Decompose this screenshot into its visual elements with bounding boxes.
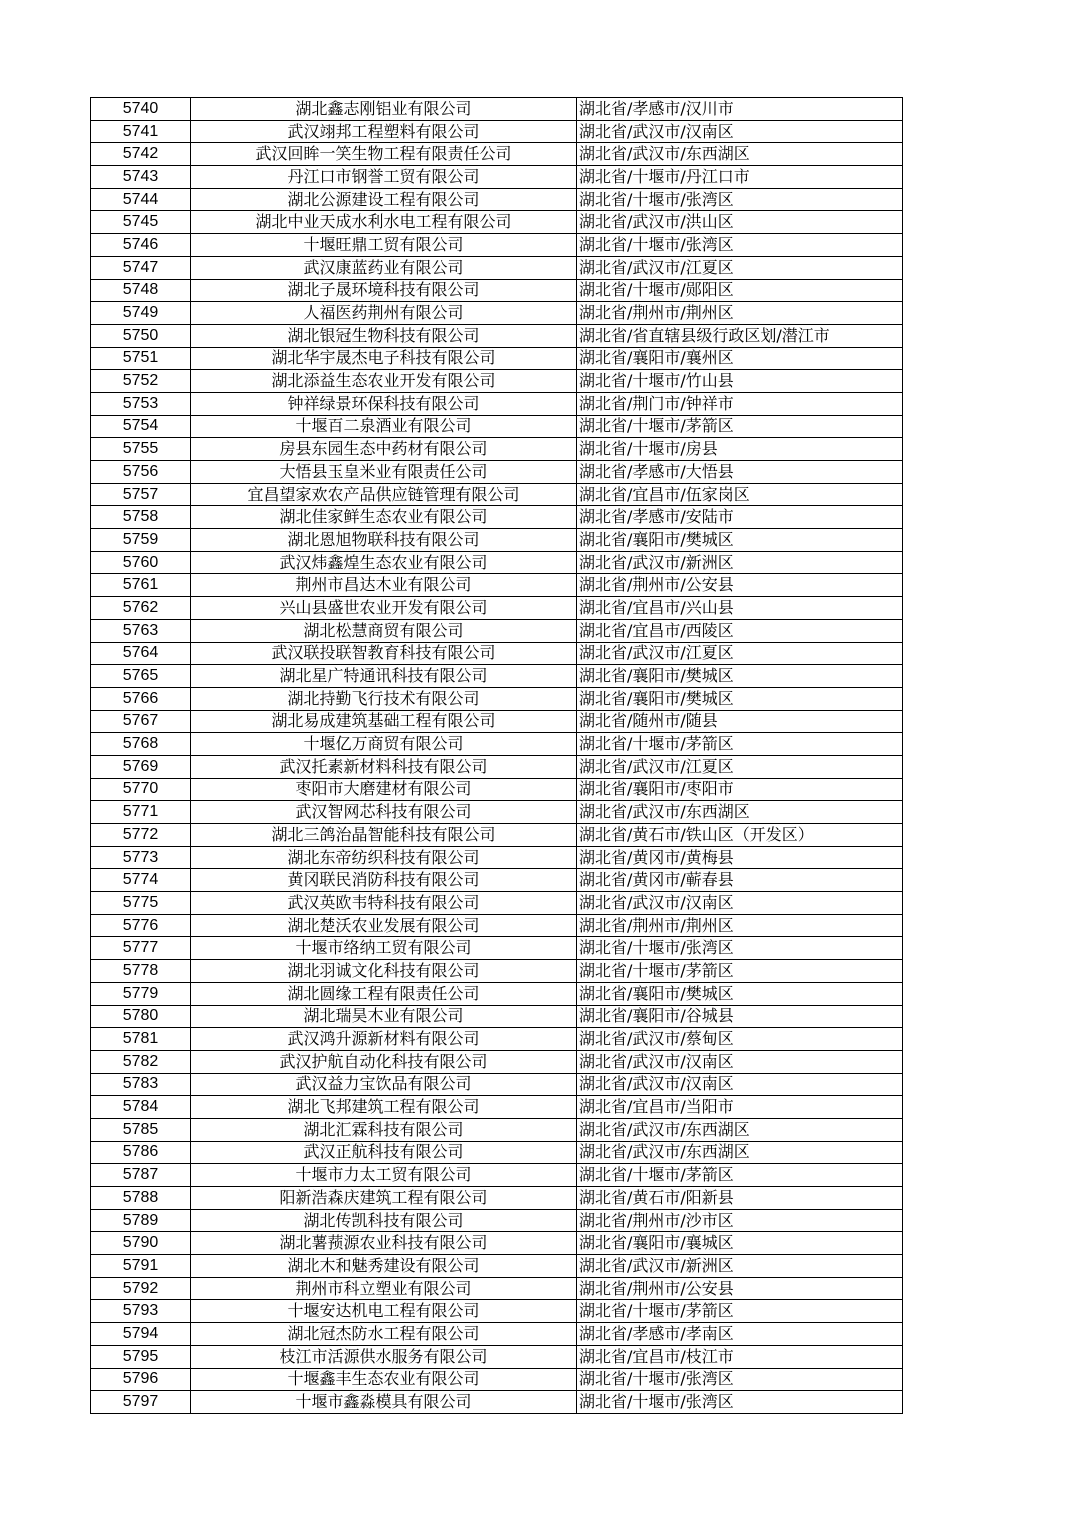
row-number: 5750 [91, 324, 191, 347]
table-row [91, 824, 903, 847]
row-number: 5787 [91, 1164, 191, 1187]
row-number: 5772 [91, 824, 191, 847]
region-path: 湖北省/武汉市/汉南区 [577, 1073, 903, 1096]
company-name: 湖北华宇晟杰电子科技有限公司 [191, 347, 577, 370]
region-path: 湖北省/武汉市/东西湖区 [577, 143, 903, 166]
row-number: 5742 [91, 143, 191, 166]
company-name: 枝江市活源供水服务有限公司 [191, 1345, 577, 1368]
region-path: 湖北省/黄石市/铁山区（开发区） [577, 824, 903, 847]
table-row [91, 370, 903, 393]
table-row [91, 551, 903, 574]
company-name: 人福医药荆州有限公司 [191, 302, 577, 325]
row-number: 5762 [91, 597, 191, 620]
table-row [91, 166, 903, 189]
table-row [91, 1345, 903, 1368]
company-name: 十堰市络纳工贸有限公司 [191, 937, 577, 960]
company-name: 湖北飞邦建筑工程有限公司 [191, 1096, 577, 1119]
table-row [91, 506, 903, 529]
table-row [91, 1005, 903, 1028]
table-row [91, 1391, 903, 1414]
row-number: 5794 [91, 1323, 191, 1346]
row-number: 5790 [91, 1232, 191, 1255]
region-path: 湖北省/孝感市/安陆市 [577, 506, 903, 529]
company-name: 湖北松慧商贸有限公司 [191, 619, 577, 642]
region-path: 湖北省/武汉市/洪山区 [577, 211, 903, 234]
row-number: 5789 [91, 1209, 191, 1232]
table-row [91, 642, 903, 665]
row-number: 5749 [91, 302, 191, 325]
row-number: 5782 [91, 1050, 191, 1073]
row-number: 5796 [91, 1368, 191, 1391]
region-path: 湖北省/宜昌市/西陵区 [577, 619, 903, 642]
company-list-table [90, 97, 903, 1414]
row-number: 5760 [91, 551, 191, 574]
region-path: 湖北省/襄阳市/樊城区 [577, 982, 903, 1005]
region-path: 湖北省/黄冈市/蕲春县 [577, 869, 903, 892]
table-row [91, 960, 903, 983]
region-path: 湖北省/宜昌市/当阳市 [577, 1096, 903, 1119]
region-path: 湖北省/省直辖县级行政区划/潜江市 [577, 324, 903, 347]
table-row [91, 1141, 903, 1164]
row-number: 5741 [91, 120, 191, 143]
table-row [91, 937, 903, 960]
row-number: 5769 [91, 755, 191, 778]
table-row [91, 710, 903, 733]
region-path: 湖北省/武汉市/江夏区 [577, 642, 903, 665]
table-row [91, 1187, 903, 1210]
table-row [91, 234, 903, 257]
table-row [91, 1073, 903, 1096]
region-path: 湖北省/襄阳市/襄州区 [577, 347, 903, 370]
company-name: 湖北鑫志刚铝业有限公司 [191, 98, 577, 121]
company-name: 房县东园生态中药材有限公司 [191, 438, 577, 461]
table-row [91, 324, 903, 347]
table-row [91, 256, 903, 279]
region-path: 湖北省/宜昌市/兴山县 [577, 597, 903, 620]
region-path: 湖北省/十堰市/竹山县 [577, 370, 903, 393]
table-row [91, 801, 903, 824]
company-name: 湖北中业天成水利水电工程有限公司 [191, 211, 577, 234]
row-number: 5761 [91, 574, 191, 597]
company-name: 湖北圆缘工程有限责任公司 [191, 982, 577, 1005]
table-row [91, 597, 903, 620]
row-number: 5756 [91, 461, 191, 484]
table-row [91, 143, 903, 166]
table-row [91, 1232, 903, 1255]
company-name: 武汉联投联智教育科技有限公司 [191, 642, 577, 665]
region-path: 湖北省/荆州市/荆州区 [577, 914, 903, 937]
row-number: 5775 [91, 892, 191, 915]
company-name: 十堰市力太工贸有限公司 [191, 1164, 577, 1187]
table-row [91, 914, 903, 937]
row-number: 5795 [91, 1345, 191, 1368]
company-name: 湖北恩旭物联科技有限公司 [191, 529, 577, 552]
region-path: 湖北省/武汉市/汉南区 [577, 1050, 903, 1073]
row-number: 5747 [91, 256, 191, 279]
row-number: 5753 [91, 392, 191, 415]
row-number: 5779 [91, 982, 191, 1005]
table-row [91, 483, 903, 506]
region-path: 湖北省/荆州市/公安县 [577, 574, 903, 597]
company-name: 武汉翊邦工程塑料有限公司 [191, 120, 577, 143]
table-row [91, 733, 903, 756]
row-number: 5774 [91, 869, 191, 892]
region-path: 湖北省/十堰市/丹江口市 [577, 166, 903, 189]
region-path: 湖北省/武汉市/蔡甸区 [577, 1028, 903, 1051]
region-path: 湖北省/武汉市/东西湖区 [577, 801, 903, 824]
table-row [91, 1209, 903, 1232]
row-number: 5759 [91, 529, 191, 552]
company-name: 湖北易成建筑基础工程有限公司 [191, 710, 577, 733]
region-path: 湖北省/武汉市/江夏区 [577, 755, 903, 778]
company-name: 武汉鸿升源新材料有限公司 [191, 1028, 577, 1051]
company-name: 武汉护航自动化科技有限公司 [191, 1050, 577, 1073]
row-number: 5754 [91, 415, 191, 438]
company-name: 宜昌望家欢农产品供应链管理有限公司 [191, 483, 577, 506]
region-path: 湖北省/黄石市/阳新县 [577, 1187, 903, 1210]
row-number: 5785 [91, 1118, 191, 1141]
row-number: 5768 [91, 733, 191, 756]
table-row [91, 529, 903, 552]
row-number: 5743 [91, 166, 191, 189]
region-path: 湖北省/武汉市/东西湖区 [577, 1141, 903, 1164]
region-path: 湖北省/十堰市/张湾区 [577, 937, 903, 960]
region-path: 湖北省/荆门市/钟祥市 [577, 392, 903, 415]
company-name: 十堰亿万商贸有限公司 [191, 733, 577, 756]
region-path: 湖北省/襄阳市/襄城区 [577, 1232, 903, 1255]
table-row [91, 98, 903, 121]
company-name: 兴山县盛世农业开发有限公司 [191, 597, 577, 620]
row-number: 5786 [91, 1141, 191, 1164]
table-row [91, 574, 903, 597]
row-number: 5793 [91, 1300, 191, 1323]
region-path: 湖北省/宜昌市/伍家岗区 [577, 483, 903, 506]
company-name: 湖北佳家鲜生态农业有限公司 [191, 506, 577, 529]
region-path: 湖北省/随州市/随县 [577, 710, 903, 733]
region-path: 湖北省/宜昌市/枝江市 [577, 1345, 903, 1368]
company-name: 武汉炜鑫煌生态农业有限公司 [191, 551, 577, 574]
company-name: 武汉康蓝药业有限公司 [191, 256, 577, 279]
company-name: 湖北星广特通讯科技有限公司 [191, 665, 577, 688]
row-number: 5764 [91, 642, 191, 665]
row-number: 5791 [91, 1255, 191, 1278]
company-name: 湖北公源建设工程有限公司 [191, 188, 577, 211]
company-name: 武汉正航科技有限公司 [191, 1141, 577, 1164]
company-name: 枣阳市大磨建材有限公司 [191, 778, 577, 801]
row-number: 5784 [91, 1096, 191, 1119]
row-number: 5771 [91, 801, 191, 824]
region-path: 湖北省/武汉市/东西湖区 [577, 1118, 903, 1141]
region-path: 湖北省/十堰市/房县 [577, 438, 903, 461]
company-name: 湖北瑞昊木业有限公司 [191, 1005, 577, 1028]
region-path: 湖北省/武汉市/新洲区 [577, 551, 903, 574]
company-name: 湖北楚沃农业发展有限公司 [191, 914, 577, 937]
table-row [91, 461, 903, 484]
table-row [91, 1118, 903, 1141]
company-name: 武汉智网芯科技有限公司 [191, 801, 577, 824]
region-path: 湖北省/十堰市/郧阳区 [577, 279, 903, 302]
company-name: 湖北添益生态农业开发有限公司 [191, 370, 577, 393]
row-number: 5783 [91, 1073, 191, 1096]
row-number: 5748 [91, 279, 191, 302]
row-number: 5780 [91, 1005, 191, 1028]
region-path: 湖北省/襄阳市/谷城县 [577, 1005, 903, 1028]
table-row [91, 279, 903, 302]
row-number: 5797 [91, 1391, 191, 1414]
company-name: 十堰市鑫淼模具有限公司 [191, 1391, 577, 1414]
company-name: 湖北银冠生物科技有限公司 [191, 324, 577, 347]
table-row [91, 1164, 903, 1187]
row-number: 5740 [91, 98, 191, 121]
row-number: 5778 [91, 960, 191, 983]
table-row [91, 982, 903, 1005]
table-row [91, 1096, 903, 1119]
row-number: 5765 [91, 665, 191, 688]
company-name: 湖北子晟环境科技有限公司 [191, 279, 577, 302]
row-number: 5763 [91, 619, 191, 642]
row-number: 5788 [91, 1187, 191, 1210]
company-name: 阳新浩森庆建筑工程有限公司 [191, 1187, 577, 1210]
company-name: 湖北羽诚文化科技有限公司 [191, 960, 577, 983]
region-path: 湖北省/襄阳市/樊城区 [577, 687, 903, 710]
company-name: 湖北冠杰防水工程有限公司 [191, 1323, 577, 1346]
row-number: 5773 [91, 846, 191, 869]
row-number: 5770 [91, 778, 191, 801]
table-row [91, 869, 903, 892]
row-number: 5751 [91, 347, 191, 370]
company-name: 湖北传凯科技有限公司 [191, 1209, 577, 1232]
region-path: 湖北省/十堰市/茅箭区 [577, 733, 903, 756]
region-path: 湖北省/襄阳市/樊城区 [577, 665, 903, 688]
region-path: 湖北省/十堰市/茅箭区 [577, 415, 903, 438]
table-row [91, 665, 903, 688]
table-row [91, 188, 903, 211]
row-number: 5777 [91, 937, 191, 960]
table-body [91, 98, 903, 1414]
region-path: 湖北省/孝感市/汉川市 [577, 98, 903, 121]
table-row [91, 755, 903, 778]
region-path: 湖北省/十堰市/茅箭区 [577, 960, 903, 983]
company-name: 湖北薯蓣源农业科技有限公司 [191, 1232, 577, 1255]
company-name: 大悟县玉皇米业有限责任公司 [191, 461, 577, 484]
company-name: 湖北三鸽治晶智能科技有限公司 [191, 824, 577, 847]
company-name: 钟祥绿景环保科技有限公司 [191, 392, 577, 415]
table-row [91, 302, 903, 325]
region-path: 湖北省/十堰市/张湾区 [577, 234, 903, 257]
table-row [91, 438, 903, 461]
company-name: 武汉托素新材料科技有限公司 [191, 755, 577, 778]
region-path: 湖北省/荆州市/沙市区 [577, 1209, 903, 1232]
table-row [91, 1323, 903, 1346]
row-number: 5776 [91, 914, 191, 937]
row-number: 5752 [91, 370, 191, 393]
table-row [91, 347, 903, 370]
row-number: 5767 [91, 710, 191, 733]
company-name: 湖北东帝纺织科技有限公司 [191, 846, 577, 869]
region-path: 湖北省/荆州市/荆州区 [577, 302, 903, 325]
company-name: 黄冈联民消防科技有限公司 [191, 869, 577, 892]
row-number: 5755 [91, 438, 191, 461]
table-row [91, 120, 903, 143]
company-name: 武汉回眸一笑生物工程有限责任公司 [191, 143, 577, 166]
company-name: 武汉益力宝饮品有限公司 [191, 1073, 577, 1096]
region-path: 湖北省/荆州市/公安县 [577, 1277, 903, 1300]
table-row [91, 1368, 903, 1391]
table-row [91, 687, 903, 710]
company-name: 荆州市昌达木业有限公司 [191, 574, 577, 597]
company-name: 湖北汇霖科技有限公司 [191, 1118, 577, 1141]
region-path: 湖北省/武汉市/汉南区 [577, 120, 903, 143]
company-name: 荆州市科立塑业有限公司 [191, 1277, 577, 1300]
row-number: 5745 [91, 211, 191, 234]
company-name: 湖北持勤飞行技术有限公司 [191, 687, 577, 710]
region-path: 湖北省/黄冈市/黄梅县 [577, 846, 903, 869]
row-number: 5757 [91, 483, 191, 506]
table-row [91, 1050, 903, 1073]
region-path: 湖北省/武汉市/江夏区 [577, 256, 903, 279]
company-name: 武汉英欧韦特科技有限公司 [191, 892, 577, 915]
company-name: 丹江口市钢誉工贸有限公司 [191, 166, 577, 189]
table-row [91, 846, 903, 869]
table-row [91, 1277, 903, 1300]
region-path: 湖北省/十堰市/茅箭区 [577, 1300, 903, 1323]
region-path: 湖北省/武汉市/新洲区 [577, 1255, 903, 1278]
region-path: 湖北省/十堰市/张湾区 [577, 188, 903, 211]
region-path: 湖北省/十堰市/茅箭区 [577, 1164, 903, 1187]
row-number: 5766 [91, 687, 191, 710]
table-row [91, 778, 903, 801]
table-row [91, 1255, 903, 1278]
region-path: 湖北省/武汉市/汉南区 [577, 892, 903, 915]
table-row [91, 892, 903, 915]
company-name: 湖北木和魅秀建设有限公司 [191, 1255, 577, 1278]
row-number: 5746 [91, 234, 191, 257]
row-number: 5758 [91, 506, 191, 529]
company-name: 十堰旺鼎工贸有限公司 [191, 234, 577, 257]
row-number: 5744 [91, 188, 191, 211]
table-row [91, 1300, 903, 1323]
company-name: 十堰安达机电工程有限公司 [191, 1300, 577, 1323]
region-path: 湖北省/孝感市/孝南区 [577, 1323, 903, 1346]
region-path: 湖北省/十堰市/张湾区 [577, 1368, 903, 1391]
region-path: 湖北省/孝感市/大悟县 [577, 461, 903, 484]
table-row [91, 415, 903, 438]
region-path: 湖北省/襄阳市/樊城区 [577, 529, 903, 552]
region-path: 湖北省/襄阳市/枣阳市 [577, 778, 903, 801]
table-row [91, 619, 903, 642]
row-number: 5792 [91, 1277, 191, 1300]
table-row [91, 392, 903, 415]
company-name: 十堰鑫丰生态农业有限公司 [191, 1368, 577, 1391]
table-row [91, 211, 903, 234]
region-path: 湖北省/十堰市/张湾区 [577, 1391, 903, 1414]
company-name: 十堰百二泉酒业有限公司 [191, 415, 577, 438]
table-row [91, 1028, 903, 1051]
row-number: 5781 [91, 1028, 191, 1051]
